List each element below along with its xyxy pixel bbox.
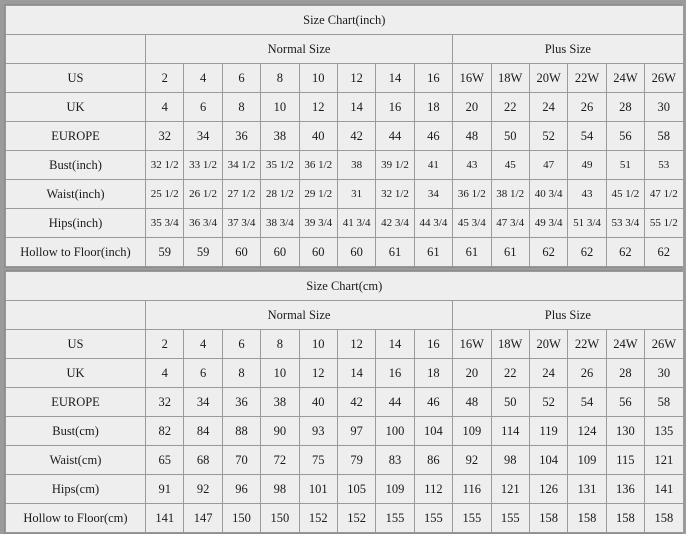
- table-row: [6, 180, 684, 209]
- cell: 43: [568, 180, 606, 209]
- row-label-us: US: [6, 64, 146, 93]
- cell: 90: [261, 417, 299, 446]
- cell: 30: [645, 359, 684, 388]
- cell: 50: [491, 388, 529, 417]
- cell: 16W: [453, 64, 491, 93]
- cell: 8: [222, 359, 260, 388]
- cell: 20: [453, 359, 491, 388]
- table-row: [6, 417, 684, 446]
- cell: 16W: [453, 330, 491, 359]
- cell: 68: [184, 446, 222, 475]
- cell: 158: [568, 504, 606, 533]
- cell: 18: [414, 359, 452, 388]
- cell: 62: [568, 238, 606, 267]
- cell: 24W: [606, 64, 644, 93]
- cell: 158: [606, 504, 644, 533]
- cell: 116: [453, 475, 491, 504]
- cell: 6: [184, 359, 222, 388]
- cell: 54: [568, 122, 606, 151]
- cell: 34: [414, 180, 452, 209]
- cell: 26: [568, 93, 606, 122]
- cell: 152: [337, 504, 375, 533]
- cell: 83: [376, 446, 414, 475]
- cell: 32: [146, 122, 184, 151]
- cell: 14: [337, 93, 375, 122]
- cell: 24: [529, 93, 567, 122]
- cell: 96: [222, 475, 260, 504]
- cell: 2: [146, 330, 184, 359]
- cell: 141: [645, 475, 684, 504]
- group-header-plus: Plus Size: [453, 35, 683, 64]
- cell: 58: [645, 122, 683, 151]
- table-row: [6, 446, 684, 475]
- cell: 88: [222, 417, 260, 446]
- cell: 26W: [645, 330, 684, 359]
- cell: 45: [491, 151, 529, 180]
- cell: 46: [414, 388, 452, 417]
- row-label-waist: Waist(inch): [6, 180, 146, 209]
- cell: 34: [184, 122, 222, 151]
- cell: 30: [645, 93, 683, 122]
- cell: 42: [337, 122, 375, 151]
- cell: 97: [337, 417, 375, 446]
- cell: 10: [261, 93, 299, 122]
- cell: 70: [222, 446, 260, 475]
- cell: 45 3/4: [453, 209, 491, 238]
- cell: 14: [376, 64, 414, 93]
- cell: 37 3/4: [222, 209, 260, 238]
- cell: 26 1/2: [184, 180, 222, 209]
- table-row: [6, 475, 684, 504]
- group-header-row: [6, 301, 684, 330]
- cell: 79: [337, 446, 375, 475]
- cell: 121: [645, 446, 684, 475]
- cell: 130: [606, 417, 644, 446]
- table-row: [6, 209, 684, 238]
- title-row: [6, 272, 684, 301]
- cell: 60: [299, 238, 337, 267]
- cell: 93: [299, 417, 337, 446]
- table-row: [6, 64, 684, 93]
- cell: 112: [414, 475, 452, 504]
- cell: 52: [529, 388, 567, 417]
- cell: 158: [529, 504, 567, 533]
- cell: 45 1/2: [606, 180, 644, 209]
- cell: 109: [376, 475, 414, 504]
- cell: 36: [222, 122, 260, 151]
- cell: 100: [376, 417, 414, 446]
- row-label-us: US: [6, 330, 146, 359]
- cell: 101: [299, 475, 337, 504]
- row-label-bust: Bust(inch): [6, 151, 146, 180]
- cell: 61: [453, 238, 491, 267]
- cell: 62: [606, 238, 644, 267]
- cell: 47 1/2: [645, 180, 683, 209]
- cell: 6: [222, 330, 260, 359]
- corner-cell: [6, 301, 146, 330]
- table-row: [6, 330, 684, 359]
- cell: 33 1/2: [184, 151, 222, 180]
- cell: 36 1/2: [453, 180, 491, 209]
- cell: 36 3/4: [184, 209, 222, 238]
- cell: 109: [453, 417, 491, 446]
- cell: 131: [568, 475, 606, 504]
- chart-title: Size Chart(cm): [6, 272, 684, 301]
- cell: 36 1/2: [299, 151, 337, 180]
- cell: 82: [146, 417, 184, 446]
- row-label-hollow-to-floor: Hollow to Floor(inch): [6, 238, 146, 267]
- cell: 8: [261, 330, 299, 359]
- cell: 61: [491, 238, 529, 267]
- group-header-plus: Plus Size: [453, 301, 683, 330]
- cell: 40: [299, 122, 337, 151]
- cell: 10: [261, 359, 299, 388]
- row-label-uk: UK: [6, 359, 146, 388]
- cell: 136: [606, 475, 644, 504]
- cell: 62: [645, 238, 683, 267]
- cell: 6: [222, 64, 260, 93]
- cell: 6: [184, 93, 222, 122]
- cell: 51: [606, 151, 644, 180]
- cell: 56: [606, 388, 644, 417]
- cell: 20W: [529, 330, 567, 359]
- cell: 26W: [645, 64, 683, 93]
- cell: 18W: [491, 64, 529, 93]
- cell: 16: [376, 359, 414, 388]
- cell: 49: [568, 151, 606, 180]
- cell: 62: [529, 238, 567, 267]
- cell: 16: [414, 64, 452, 93]
- cell: 47 3/4: [491, 209, 529, 238]
- table-row: [6, 504, 684, 533]
- row-label-europe: EUROPE: [6, 388, 146, 417]
- cell: 46: [414, 122, 452, 151]
- cell: 31: [337, 180, 375, 209]
- cell: 50: [491, 122, 529, 151]
- cell: 84: [184, 417, 222, 446]
- cell: 41: [414, 151, 452, 180]
- cell: 119: [529, 417, 567, 446]
- cell: 25 1/2: [146, 180, 184, 209]
- cell: 91: [146, 475, 184, 504]
- cell: 10: [299, 330, 337, 359]
- cell: 124: [568, 417, 606, 446]
- row-label-bust: Bust(cm): [6, 417, 146, 446]
- cell: 155: [376, 504, 414, 533]
- row-label-hips: Hips(cm): [6, 475, 146, 504]
- cell: 150: [261, 504, 299, 533]
- size-table-inch: [5, 5, 684, 267]
- cell: 24: [529, 359, 567, 388]
- cell: 34: [184, 388, 222, 417]
- cell: 52: [529, 122, 567, 151]
- cell: 141: [146, 504, 184, 533]
- cell: 126: [529, 475, 567, 504]
- cell: 42 3/4: [376, 209, 414, 238]
- cell: 29 1/2: [299, 180, 337, 209]
- table-row: [6, 151, 684, 180]
- cell: 28: [606, 359, 644, 388]
- table-row: [6, 359, 684, 388]
- cell: 38: [261, 122, 299, 151]
- cell: 38 3/4: [261, 209, 299, 238]
- cell: 72: [261, 446, 299, 475]
- cell: 14: [376, 330, 414, 359]
- cell: 60: [337, 238, 375, 267]
- cell: 36: [222, 388, 260, 417]
- corner-cell: [6, 35, 146, 64]
- cell: 26: [568, 359, 606, 388]
- group-header-row: [6, 35, 684, 64]
- cell: 39 1/2: [376, 151, 414, 180]
- cell: 8: [222, 93, 260, 122]
- table-row: [6, 93, 684, 122]
- row-label-uk: UK: [6, 93, 146, 122]
- cell: 152: [299, 504, 337, 533]
- cell: 20W: [529, 64, 567, 93]
- cell: 158: [645, 504, 684, 533]
- cell: 4: [184, 330, 222, 359]
- cell: 38: [261, 388, 299, 417]
- row-label-hips: Hips(inch): [6, 209, 146, 238]
- group-header-normal: Normal Size: [146, 35, 453, 64]
- cell: 109: [568, 446, 606, 475]
- cell: 12: [337, 64, 375, 93]
- cell: 59: [146, 238, 184, 267]
- cell: 135: [645, 417, 684, 446]
- cell: 121: [491, 475, 529, 504]
- title-row: [6, 6, 684, 35]
- cell: 44: [376, 388, 414, 417]
- cell: 147: [184, 504, 222, 533]
- cell: 115: [606, 446, 644, 475]
- cell: 98: [491, 446, 529, 475]
- cell: 86: [414, 446, 452, 475]
- cell: 38 1/2: [491, 180, 529, 209]
- chart-title: Size Chart(inch): [6, 6, 684, 35]
- cell: 27 1/2: [222, 180, 260, 209]
- cell: 12: [337, 330, 375, 359]
- cell: 16: [376, 93, 414, 122]
- cell: 47: [529, 151, 567, 180]
- cell: 53: [645, 151, 683, 180]
- table-row: [6, 122, 684, 151]
- cell: 32: [146, 388, 184, 417]
- cell: 61: [414, 238, 452, 267]
- cell: 4: [184, 64, 222, 93]
- table-row: [6, 388, 684, 417]
- cell: 14: [337, 359, 375, 388]
- cell: 40 3/4: [529, 180, 567, 209]
- cell: 12: [299, 359, 337, 388]
- group-header-normal: Normal Size: [146, 301, 453, 330]
- cell: 16: [414, 330, 452, 359]
- cell: 22: [491, 93, 529, 122]
- cell: 28 1/2: [261, 180, 299, 209]
- cell: 18: [414, 93, 452, 122]
- cell: 4: [146, 359, 184, 388]
- cell: 35 1/2: [261, 151, 299, 180]
- cell: 155: [453, 504, 491, 533]
- cell: 60: [222, 238, 260, 267]
- cell: 155: [414, 504, 452, 533]
- cell: 150: [222, 504, 260, 533]
- cell: 38: [337, 151, 375, 180]
- table-row: [6, 238, 684, 267]
- cell: 59: [184, 238, 222, 267]
- cell: 61: [376, 238, 414, 267]
- cell: 51 3/4: [568, 209, 606, 238]
- cell: 22: [491, 359, 529, 388]
- cell: 98: [261, 475, 299, 504]
- cell: 104: [414, 417, 452, 446]
- cell: 105: [337, 475, 375, 504]
- size-chart-inch: [4, 4, 682, 268]
- cell: 35 3/4: [146, 209, 184, 238]
- cell: 155: [491, 504, 529, 533]
- size-chart-cm: [4, 270, 682, 534]
- cell: 60: [261, 238, 299, 267]
- row-label-hollow-to-floor: Hollow to Floor(cm): [6, 504, 146, 533]
- cell: 8: [261, 64, 299, 93]
- cell: 92: [453, 446, 491, 475]
- cell: 48: [453, 388, 491, 417]
- cell: 24W: [606, 330, 644, 359]
- cell: 28: [606, 93, 644, 122]
- cell: 104: [529, 446, 567, 475]
- cell: 55 1/2: [645, 209, 683, 238]
- cell: 22W: [568, 330, 606, 359]
- cell: 49 3/4: [529, 209, 567, 238]
- cell: 32 1/2: [376, 180, 414, 209]
- cell: 34 1/2: [222, 151, 260, 180]
- cell: 44: [376, 122, 414, 151]
- cell: 65: [146, 446, 184, 475]
- cell: 18W: [491, 330, 529, 359]
- cell: 12: [299, 93, 337, 122]
- cell: 4: [146, 93, 184, 122]
- cell: 41 3/4: [337, 209, 375, 238]
- cell: 114: [491, 417, 529, 446]
- cell: 42: [337, 388, 375, 417]
- cell: 40: [299, 388, 337, 417]
- row-label-europe: EUROPE: [6, 122, 146, 151]
- cell: 43: [453, 151, 491, 180]
- cell: 39 3/4: [299, 209, 337, 238]
- cell: 20: [453, 93, 491, 122]
- cell: 2: [146, 64, 184, 93]
- cell: 75: [299, 446, 337, 475]
- cell: 58: [645, 388, 684, 417]
- size-table-cm: [5, 271, 684, 533]
- cell: 92: [184, 475, 222, 504]
- cell: 22W: [568, 64, 606, 93]
- cell: 48: [453, 122, 491, 151]
- cell: 44 3/4: [414, 209, 452, 238]
- cell: 56: [606, 122, 644, 151]
- cell: 10: [299, 64, 337, 93]
- cell: 53 3/4: [606, 209, 644, 238]
- row-label-waist: Waist(cm): [6, 446, 146, 475]
- cell: 54: [568, 388, 606, 417]
- cell: 32 1/2: [146, 151, 184, 180]
